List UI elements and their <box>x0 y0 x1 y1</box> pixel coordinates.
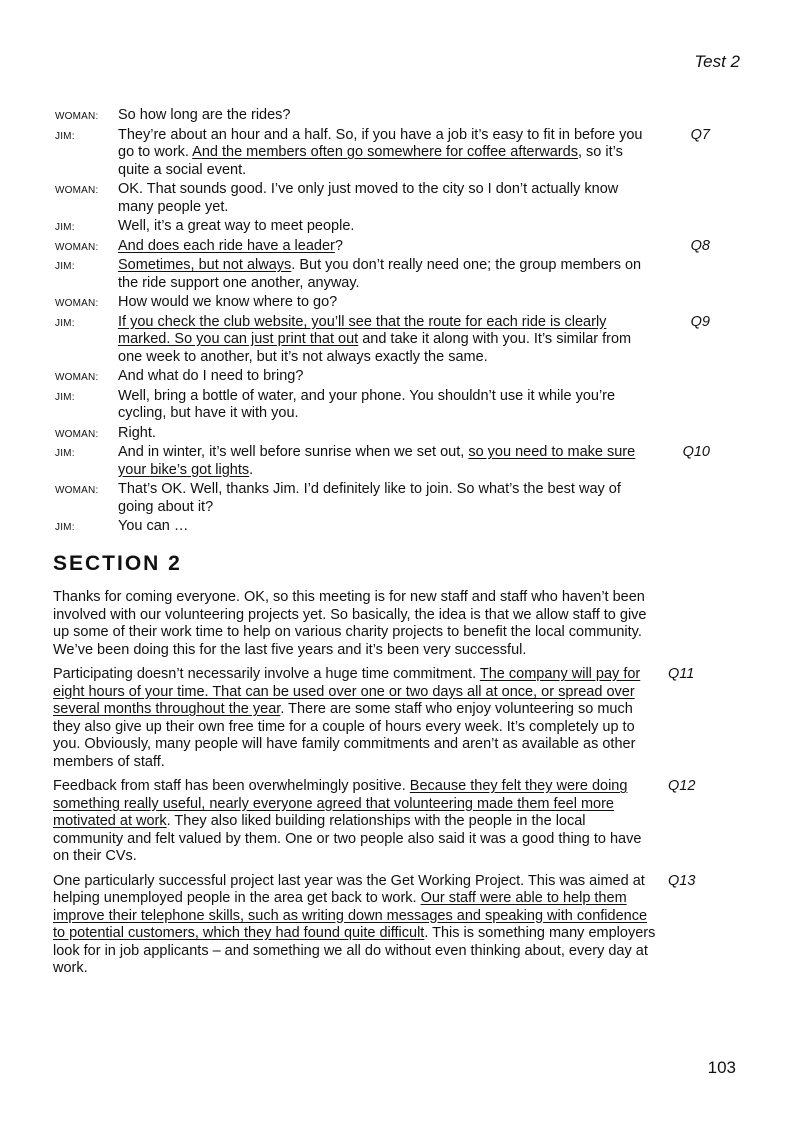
speaker-label: JIM: <box>55 522 75 533</box>
underlined-answer-text: The company will pay for eight hours of your time. That can be used over one or two days all at once, or spread over several months throughout the year <box>53 666 641 717</box>
paragraph-text-segment: Thanks for coming everyone. OK, so this meeting is for new staff and staff who haven’t been involved with our volunteering projects yet. So basically, the idea is that we allow staff to give up some of their work time to help on various charity projects to benefit the local community. We’ve been doing this for the last five years and it’s been very successful. <box>53 589 647 658</box>
speaker-label: WOMAN: <box>55 372 99 383</box>
dialogue-text <box>118 181 656 216</box>
dialogue-line <box>55 294 745 312</box>
underlined-answer-text: Sometimes, but not always <box>118 257 292 273</box>
underlined-answer-text: And the members often go somewhere for coffee afterwards <box>192 144 578 160</box>
paragraph-text-segment: Participating doesn’t necessarily involve a huge time commitment. <box>53 666 480 682</box>
dialogue-text-segment: And in winter, it’s well before sunrise when we set out, <box>118 444 469 460</box>
speaker-label: WOMAN: <box>55 111 99 122</box>
dialogue-line <box>55 368 745 386</box>
dialogue-text-segment: . But you don’t really need one; the group members on the ride support one another, anyway. <box>118 257 642 291</box>
question-marker: Q10 <box>682 444 710 460</box>
section-paragraph <box>53 666 753 771</box>
dialogue-text <box>118 368 656 386</box>
dialogue-text <box>118 238 656 256</box>
speaker-label: JIM: <box>55 448 75 459</box>
paragraph-text <box>53 873 656 978</box>
dialogue-line <box>55 257 745 292</box>
dialogue-line <box>55 518 745 536</box>
underlined-answer-text: And does each ride have a leader <box>118 237 335 254</box>
dialogue-text <box>118 127 656 180</box>
dialogue-text-segment: and take it along with you. It’s similar from one week to another, but it’s not always exactly the same. <box>118 331 632 365</box>
dialogue-text <box>118 444 656 479</box>
paragraph-text-segment: One particularly successful project last year was the Get Working Project. This was aimed at helping unemployed people in the area get back to work. <box>53 872 645 906</box>
speaker-label: WOMAN: <box>55 185 99 196</box>
dialogue-line <box>55 238 745 256</box>
dialogue-text-segment: They’re about an hour and a half. So, if you have a job it’s easy to fit in before you go to work. <box>118 126 643 160</box>
dialogue-text-segment: You can … <box>118 518 189 534</box>
dialogue-line <box>55 314 745 367</box>
section-paragraph <box>53 589 753 659</box>
underlined-answer-text: Our staff were able to help them improve their telephone skills, such as writing down messages and speaking with confidence to potential customers, which they had found quite difficult <box>53 890 648 941</box>
dialogue-text <box>118 425 656 443</box>
speaker-label: JIM: <box>55 222 75 233</box>
dialogue-text <box>118 218 656 236</box>
dialogue-line <box>55 425 745 443</box>
speaker-label: JIM: <box>55 391 75 403</box>
dialogue-line <box>55 444 745 479</box>
speaker-label: WOMAN: <box>55 298 99 309</box>
dialogue-text <box>118 388 656 423</box>
test-label: Test 2 <box>694 52 740 71</box>
dialogue-line <box>55 481 745 516</box>
paragraph-text-segment: . This is something many employers look for in job applicants – and something we all do without even thinking about, every day at work. <box>53 925 656 976</box>
dialogue-text <box>118 294 656 312</box>
dialogue-text-segment: . <box>249 461 254 478</box>
speaker-label: JIM: <box>55 130 75 142</box>
dialogue-text <box>118 314 656 367</box>
paragraph-text <box>53 778 656 866</box>
paragraph-text-segment: Feedback from staff has been overwhelmingly positive. <box>53 778 410 794</box>
dialogue-text-segment: How would we know where to go? <box>118 294 338 310</box>
dialogue-text-segment: And what do I need to bring? <box>118 368 304 384</box>
section-title: SECTION 2 <box>53 552 182 575</box>
underlined-answer-text: so you need to make sure your bike’s got lights <box>118 444 636 478</box>
question-marker: Q8 <box>690 237 710 254</box>
underlined-answer-text: If you check the club website, you’ll see that the route for each ride is clearly marked. So you can just print that out <box>118 313 607 347</box>
question-marker: Q13 <box>668 872 696 889</box>
question-marker: Q12 <box>668 778 696 794</box>
dialogue-text-segment: , so it’s quite a social event. <box>118 144 623 178</box>
section-paragraph <box>53 873 753 978</box>
speaker-label: JIM: <box>55 317 75 329</box>
dialogue-text-segment: Well, bring a bottle of water, and your phone. You shouldn’t use it while you’re cycling, but have it with you. <box>118 387 616 421</box>
dialogue-text <box>118 107 656 125</box>
dialogue-text-segment: So how long are the rides? <box>118 107 291 123</box>
question-marker: Q11 <box>668 666 695 682</box>
paragraph-text <box>53 589 656 659</box>
dialogue-line <box>55 388 745 423</box>
dialogue-text-segment: OK. That sounds good. I’ve only just moved to the city so I don’t actually know many people yet. <box>118 181 619 215</box>
dialogue-line <box>55 218 745 236</box>
question-marker: Q9 <box>690 313 710 330</box>
underlined-answer-text: Because they felt they were doing something really useful, nearly everyone agreed that volunteering made them feel more motivated at work <box>53 778 628 829</box>
section-paragraph <box>53 778 753 866</box>
dialogue-line <box>55 127 745 180</box>
dialogue-text-segment: That’s OK. Well, thanks Jim. I’d definitely like to join. So what’s the best way of going about it? <box>118 481 621 515</box>
page-number: 103 <box>707 1058 736 1077</box>
paragraph-text-segment: . There are some staff who enjoy volunteering so much they also give up their own free time for a couple of hours every week. It’s completely up to you. Obviously, many people will have family commitments and aren’t as available as other members of staff. <box>53 701 636 770</box>
speaker-label: WOMAN: <box>55 241 99 253</box>
paragraph-text <box>53 666 656 771</box>
question-marker: Q7 <box>690 126 710 143</box>
speaker-label: JIM: <box>55 261 75 272</box>
dialogue-text <box>118 518 656 536</box>
dialogue-text-segment: ? <box>334 237 343 254</box>
dialogue-line <box>55 181 745 216</box>
section-body <box>53 589 753 985</box>
dialogue-line <box>55 107 745 125</box>
speaker-label: WOMAN: <box>55 485 99 496</box>
dialogue-text <box>118 257 656 292</box>
speaker-label: WOMAN: <box>55 428 99 440</box>
dialogue-text-segment: Well, it’s a great way to meet people. <box>118 218 355 234</box>
paragraph-text-segment: . They also liked building relationships with the people in the local community and felt valued by them. One or two people also said it was a good thing to have on their CVs. <box>53 813 642 864</box>
dialogue-text-segment: Right. <box>118 424 156 441</box>
dialogue-text <box>118 481 656 516</box>
dialogue-transcript <box>55 107 745 538</box>
